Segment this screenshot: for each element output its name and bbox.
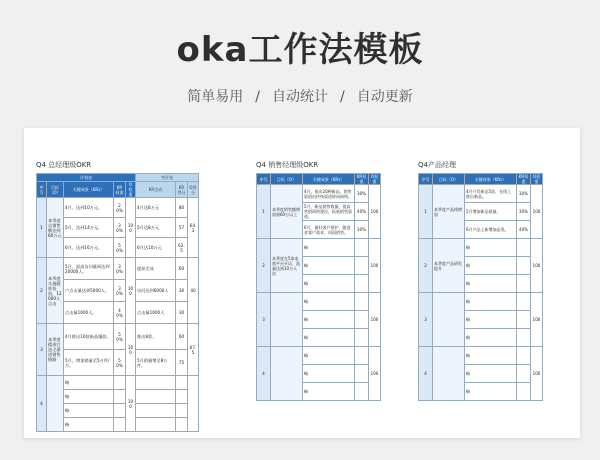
table-column-header: 序号: [37, 182, 47, 198]
objective-cell: 本季度产品线增加: [433, 185, 465, 239]
o-weight-cell: 100: [126, 258, 136, 324]
key-result-cell: 6月，达到16万元。: [64, 238, 114, 258]
table-row: [419, 347, 543, 365]
kr-result-cell: [136, 390, 176, 404]
row-number: 2: [257, 239, 271, 293]
table-column-header: 目标（O）: [271, 174, 303, 185]
template-preview: [24, 128, 580, 438]
key-result-cell: 5月增加新品销量。: [465, 203, 517, 221]
key-result-cell: 6月，做好客户维护，跟进老客户需求，巩固销售。: [303, 221, 355, 239]
key-result-cell: 略: [303, 347, 355, 365]
table-column-header: 序号: [419, 174, 433, 185]
key-result-cell: 5月，达到14万元。: [64, 218, 114, 238]
o-score-cell: 67.5: [188, 324, 199, 376]
kr-score-cell: [176, 390, 188, 404]
row-number: 1: [419, 185, 433, 239]
table-group-header: 计划表: [37, 174, 136, 182]
key-result-cell: 略: [303, 257, 355, 275]
key-result-cell: 略: [465, 347, 517, 365]
table-column-header: KR得分: [176, 182, 188, 198]
o-weight-cell: 100: [369, 185, 381, 239]
table-row: [257, 347, 381, 365]
table-column-header: KR权重: [355, 174, 369, 185]
key-result-cell: 略: [465, 275, 517, 293]
kr-weight-cell: 40%: [114, 302, 126, 324]
key-result-cell: 4月，达到10万元。: [64, 198, 114, 218]
objective-cell: 本季度在5家电商平台开店，流量达到10万人次: [271, 239, 303, 293]
kr-result-cell: [136, 404, 176, 418]
kr-weight-cell: 30%: [355, 185, 369, 203]
o-weight-cell: 100: [369, 293, 381, 347]
panel-title: Q4产品经理: [418, 161, 456, 169]
table-row: [419, 185, 543, 203]
kr-weight-cell: [114, 376, 126, 390]
o-score-cell: 64.3: [188, 198, 199, 258]
objective-cell: [47, 376, 64, 432]
objective-cell: [271, 347, 303, 401]
row-number: 4: [419, 347, 433, 401]
key-result-cell: 5月，增加销量至5万件/月。: [64, 350, 114, 376]
kr-weight-cell: [517, 365, 531, 383]
row-number: 3: [37, 324, 47, 376]
key-result-cell: 略: [465, 329, 517, 347]
kr-weight-cell: [355, 383, 369, 401]
key-result-cell: 略: [64, 390, 114, 404]
key-result-cell: 略: [303, 311, 355, 329]
table-column-header: O权重: [126, 182, 136, 198]
kr-score-cell: 60: [176, 258, 188, 280]
key-result-cell: 4月推出10款新品爆款。: [64, 324, 114, 350]
table-group-header: 考评表: [136, 174, 199, 182]
kr-result-cell: 提前完成: [136, 258, 176, 280]
o-weight-cell: 100: [531, 185, 543, 239]
kr-result-cell: 6月达10万元: [136, 238, 176, 258]
kr-score-cell: 30: [176, 302, 188, 324]
kr-score-cell: 30: [176, 280, 188, 302]
key-result-cell: 略: [64, 418, 114, 432]
kr-result-cell: 点击量1600人: [136, 302, 176, 324]
row-number: 3: [257, 293, 271, 347]
kr-weight-cell: [355, 275, 369, 293]
kr-weight-cell: [517, 257, 531, 275]
panel-title: Q4 销售经理级OKR: [256, 161, 319, 169]
o-weight-cell: 100: [126, 198, 136, 258]
page-title: oka工作法模板: [176, 30, 424, 70]
objective-cell: [433, 347, 465, 401]
kr-weight-cell: [355, 347, 369, 365]
table-column-header: KR权重: [517, 174, 531, 185]
row-number: 1: [257, 185, 271, 239]
subtitle-separator: /: [255, 89, 260, 105]
kr-score-cell: [176, 418, 188, 432]
kr-weight-cell: 30%: [517, 203, 531, 221]
o-weight-cell: 100: [531, 347, 543, 401]
key-result-cell: 5月，最高访问量网达到20000人。: [64, 258, 114, 280]
table-column-header: 目标（O）: [47, 182, 64, 198]
table-row: [257, 239, 381, 257]
key-result-cell: 户点击量达到5000人。: [64, 280, 114, 302]
kr-weight-cell: 20%: [114, 198, 126, 218]
row-number: 4: [257, 347, 271, 401]
key-result-cell: 略: [303, 365, 355, 383]
table-row: [419, 239, 543, 257]
key-result-cell: 4月，推出20种新品，销售渠道由传统渠道转向网络。: [303, 185, 355, 203]
kr-result-cell: 推出8款。: [136, 324, 176, 350]
table-row: [37, 324, 199, 350]
objective-cell: [271, 293, 303, 347]
kr-weight-cell: [114, 418, 126, 432]
kr-result-cell: 访问达到6000人: [136, 280, 176, 302]
kr-weight-cell: [355, 239, 369, 257]
kr-result-cell: 5月销量增至8万件。: [136, 350, 176, 376]
panel-sales-manager: [256, 160, 381, 401]
key-result-cell: 略: [64, 404, 114, 418]
table-column-header: O权重: [369, 174, 381, 185]
o-weight-cell: 100: [126, 324, 136, 376]
kr-score-cell: 57: [176, 218, 188, 238]
table-column-header: 关键成果（KRs）: [303, 174, 355, 185]
key-result-cell: 略: [303, 329, 355, 347]
key-result-cell: 略: [303, 383, 355, 401]
kr-score-cell: [176, 376, 188, 390]
kr-weight-cell: 30%: [355, 221, 369, 239]
kr-score-cell: 75: [176, 350, 188, 376]
subtitle-separator: /: [340, 89, 345, 105]
key-result-cell: 略: [303, 275, 355, 293]
kr-weight-cell: [517, 347, 531, 365]
okr-table-sales-manager: [256, 173, 381, 401]
table-column-header: 目标（O）: [433, 174, 465, 185]
key-result-cell: 略: [465, 257, 517, 275]
o-score-cell: 40: [188, 258, 199, 324]
key-result-cell: 略: [303, 239, 355, 257]
row-number: 3: [419, 293, 433, 347]
panel-product-manager: [418, 160, 543, 401]
table-row: [257, 185, 381, 203]
kr-weight-cell: [517, 329, 531, 347]
key-result-cell: 略: [303, 293, 355, 311]
o-weight-cell: 100: [531, 293, 543, 347]
kr-weight-cell: [355, 257, 369, 275]
objective-cell: 本季度总销售额达到60万元: [47, 198, 64, 258]
key-result-cell: 略: [465, 293, 517, 311]
o-weight-cell: 100: [369, 347, 381, 401]
kr-weight-cell: [355, 311, 369, 329]
kr-score-cell: 80: [176, 198, 188, 218]
kr-weight-cell: [517, 275, 531, 293]
objective-cell: 本季度精准打造全渠道销售链路: [47, 324, 64, 376]
kr-weight-cell: [355, 329, 369, 347]
kr-score-cell: 62.5: [176, 238, 188, 258]
kr-weight-cell: 40%: [517, 221, 531, 239]
kr-weight-cell: 30%: [114, 218, 126, 238]
kr-weight-cell: [114, 404, 126, 418]
kr-weight-cell: 50%: [114, 238, 126, 258]
okr-table-general-manager: [36, 173, 199, 432]
kr-weight-cell: [517, 383, 531, 401]
kr-score-cell: 60: [176, 324, 188, 350]
kr-weight-cell: [114, 390, 126, 404]
kr-result-cell: [136, 376, 176, 390]
table-row: [37, 258, 199, 280]
o-weight-cell: 100: [369, 239, 381, 293]
kr-weight-cell: 30%: [114, 280, 126, 302]
row-number: 2: [37, 258, 47, 324]
kr-result-cell: [136, 418, 176, 432]
subtitle-item: 自动更新: [356, 89, 413, 105]
table-row: [37, 376, 199, 390]
kr-weight-cell: 30%: [517, 185, 531, 203]
table-row: [37, 198, 199, 218]
key-result-cell: 略: [64, 376, 114, 390]
table-column-header: KR完成: [136, 182, 176, 198]
kr-weight-cell: [517, 293, 531, 311]
kr-weight-cell: 40%: [355, 203, 369, 221]
subtitle-item: 自动统计: [272, 89, 328, 105]
row-number: 4: [37, 376, 47, 432]
table-column-header: 关键成果（KRs）: [465, 174, 517, 185]
kr-weight-cell: [517, 311, 531, 329]
kr-result-cell: 4月达8万元: [136, 198, 176, 218]
key-result-cell: 略: [465, 383, 517, 401]
o-weight-cell: 100: [531, 239, 543, 293]
table-column-header: O权重: [531, 174, 543, 185]
kr-weight-cell: 50%: [114, 350, 126, 376]
key-result-cell: 略: [465, 311, 517, 329]
key-result-cell: 4月开发新品5款，在线上推出新品。: [465, 185, 517, 203]
o-score-cell: [188, 376, 199, 432]
key-result-cell: 5月，新品销售数量，提高营销网络建设，拓展销售渠道。: [303, 203, 355, 221]
table-column-header: O得分: [188, 182, 199, 198]
panel-general-manager: [36, 160, 199, 432]
page-subtitle: [0, 86, 600, 106]
table-column-header: 关键成果（KRs）: [64, 182, 114, 198]
kr-weight-cell: [355, 365, 369, 383]
table-column-header: 序号: [257, 174, 271, 185]
objective-cell: [433, 293, 465, 347]
objective-cell: 本季度实施精准投放，12000人点击: [47, 258, 64, 324]
table-row: [257, 293, 381, 311]
key-result-cell: 略: [465, 239, 517, 257]
kr-weight-cell: [517, 239, 531, 257]
kr-result-cell: 5月达8万元: [136, 218, 176, 238]
kr-weight-cell: 30%: [114, 258, 126, 280]
panel-title: Q4 总经理级OKR: [36, 161, 92, 169]
key-result-cell: 略: [465, 365, 517, 383]
key-result-cell: 点击量1600人。: [64, 302, 114, 324]
table-column-header: KR权重: [114, 182, 126, 198]
o-weight-cell: 100: [126, 376, 136, 432]
objective-cell: 本季度产品研发提升: [433, 239, 465, 293]
okr-table-product-manager: [418, 173, 543, 401]
kr-weight-cell: [355, 293, 369, 311]
subtitle-item: 简单易用: [187, 89, 244, 105]
row-number: 1: [37, 198, 47, 258]
table-row: [419, 293, 543, 311]
kr-score-cell: [176, 404, 188, 418]
key-result-cell: 6月产品上新增加品类。: [465, 221, 517, 239]
row-number: 2: [419, 239, 433, 293]
objective-cell: 本季度销售额增加到60万以上: [271, 185, 303, 239]
kr-weight-cell: 50%: [114, 324, 126, 350]
